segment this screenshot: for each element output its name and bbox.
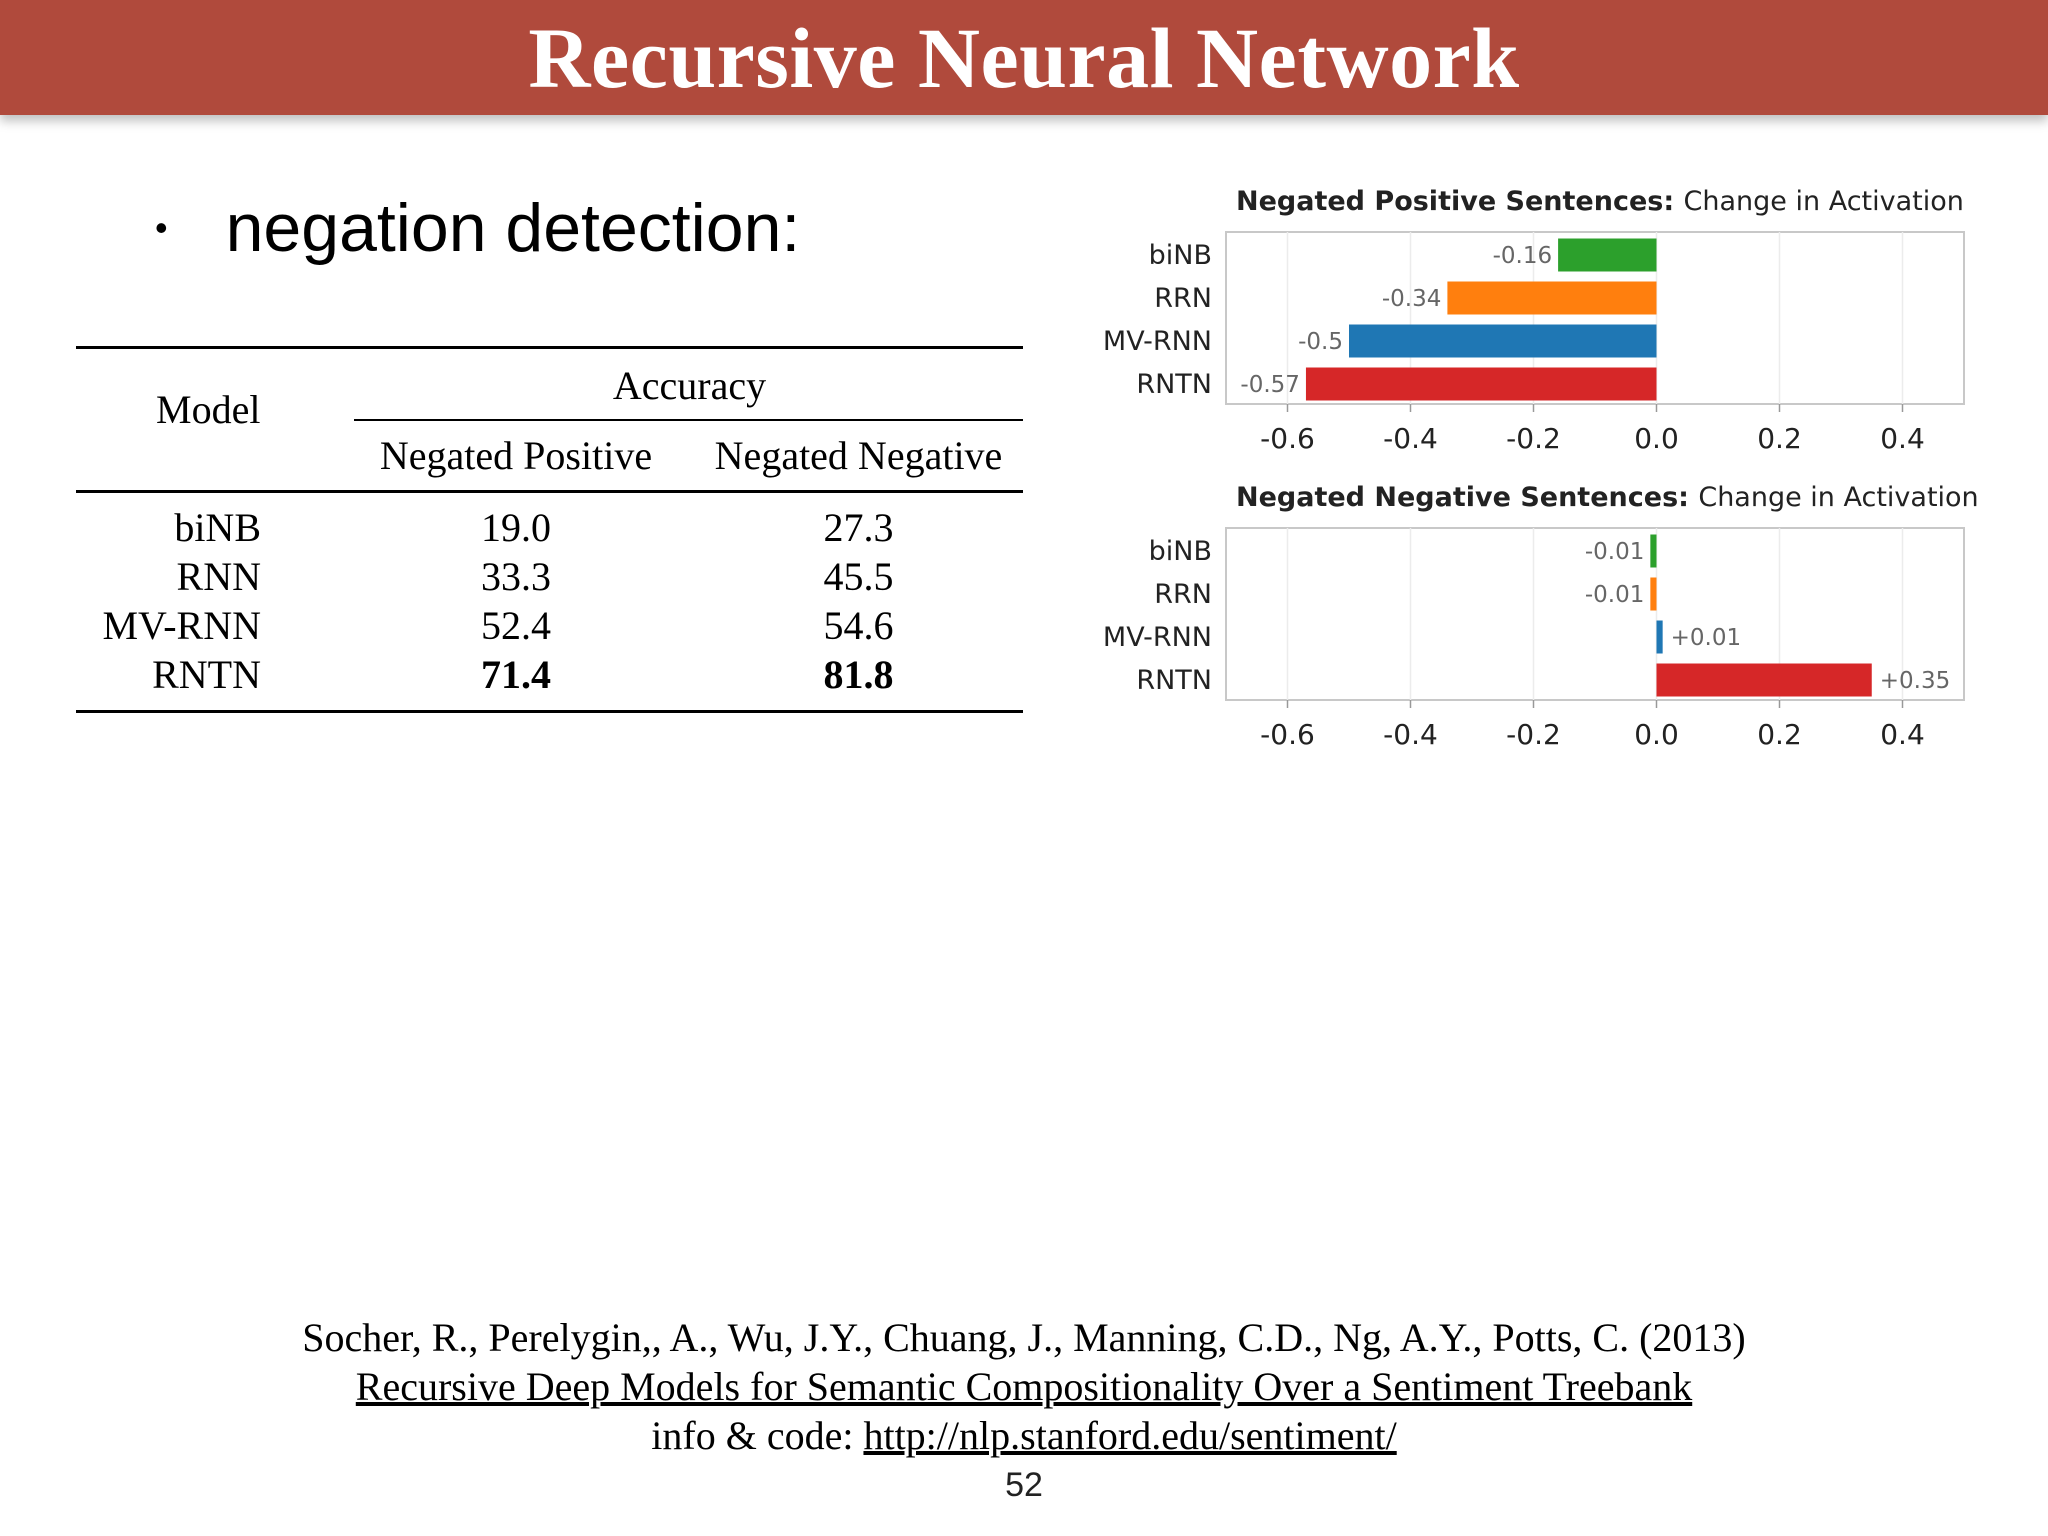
row-negated-positive: 33.3 — [481, 554, 551, 599]
x-tick-label: -0.4 — [1383, 422, 1438, 455]
category-label: biNB — [1148, 240, 1212, 271]
row-model: biNB — [174, 505, 261, 550]
model-header: Model — [156, 387, 261, 432]
bar — [1558, 239, 1656, 272]
data-label: -0.5 — [1298, 329, 1343, 355]
x-tick-label: -0.4 — [1383, 718, 1438, 751]
category-label: RNTN — [1136, 665, 1212, 696]
activation-charts — [1090, 170, 1990, 770]
x-tick-label: 0.4 — [1880, 422, 1925, 455]
data-label: -0.34 — [1381, 286, 1442, 312]
accuracy-header: Accuracy — [612, 363, 767, 408]
category-label: RRN — [1154, 579, 1212, 610]
bullet-dot-icon: • — [155, 207, 168, 248]
x-tick-label: 0.0 — [1634, 718, 1679, 751]
header-bottom-rule — [76, 490, 1023, 493]
bullet-item — [155, 188, 800, 268]
slide-title: Recursive Neural Network — [528, 9, 1520, 106]
row-negated-positive: 71.4 — [481, 652, 551, 697]
data-label: -0.01 — [1584, 582, 1645, 608]
data-label: +0.01 — [1670, 625, 1742, 651]
x-tick-label: 0.4 — [1880, 718, 1925, 751]
row-negated-positive: 52.4 — [481, 603, 551, 648]
row-negated-negative: 54.6 — [823, 603, 894, 648]
bar — [1657, 621, 1663, 654]
row-negated-negative: 27.3 — [823, 505, 894, 550]
data-label: -0.57 — [1240, 372, 1300, 398]
row-negated-negative: 81.8 — [823, 652, 894, 697]
x-tick-label: -0.2 — [1506, 422, 1561, 455]
data-label: -0.01 — [1584, 539, 1645, 565]
info-prefix: info & code: — [651, 1413, 864, 1458]
bar — [1650, 535, 1656, 568]
row-model: RNN — [176, 554, 261, 599]
x-tick-label: 0.2 — [1757, 718, 1802, 751]
chart-title: Negated Negative Sentences: Change in Activation — [1236, 482, 1979, 513]
category-label: MV-RNN — [1102, 622, 1212, 653]
group-header-rule — [354, 419, 1023, 421]
row-negated-positive: 19.0 — [481, 505, 551, 550]
category-label: RRN — [1154, 283, 1212, 314]
bar — [1657, 664, 1872, 697]
title-bar — [0, 0, 2048, 115]
row-negated-negative: 45.5 — [823, 554, 894, 599]
bar — [1349, 325, 1657, 358]
category-label: biNB — [1148, 536, 1212, 567]
row-model: RNTN — [152, 652, 261, 697]
citation — [0, 1313, 2048, 1460]
x-tick-label: -0.6 — [1260, 718, 1315, 751]
category-label: RNTN — [1136, 369, 1212, 400]
citation-authors: Socher, R., Perelygin,, A., Wu, J.Y., Chuang, J., Manning, C.D., Ng, A.Y., Potts, C. (2013) — [302, 1315, 1746, 1360]
sentiment-url-link[interactable]: http://nlp.stanford.edu/sentiment/ — [863, 1413, 1397, 1458]
x-tick-label: 0.0 — [1634, 422, 1679, 455]
table-bottom-rule — [76, 710, 1023, 713]
x-tick-label: 0.2 — [1757, 422, 1802, 455]
bar — [1306, 368, 1657, 401]
paper-title-link[interactable]: Recursive Deep Models for Semantic Compositionality Over a Sentiment Treebank — [355, 1364, 1693, 1409]
chart-title: Negated Positive Sentences: Change in Activation — [1236, 186, 1964, 217]
column-header-negated-negative: Negated Negative — [714, 433, 1003, 478]
bar — [1650, 578, 1656, 611]
data-label: +0.35 — [1879, 668, 1951, 694]
column-header-negated-positive: Negated Positive — [379, 433, 653, 478]
row-model: MV-RNN — [102, 603, 261, 648]
x-tick-label: -0.6 — [1260, 422, 1315, 455]
x-tick-label: -0.2 — [1506, 718, 1561, 751]
table-top-rule — [76, 346, 1023, 349]
category-label: MV-RNN — [1102, 326, 1212, 357]
page-number: 52 — [1005, 1466, 1043, 1504]
bar — [1447, 282, 1656, 315]
bullet-text: negation detection: — [225, 190, 801, 266]
data-label: -0.16 — [1492, 243, 1553, 269]
